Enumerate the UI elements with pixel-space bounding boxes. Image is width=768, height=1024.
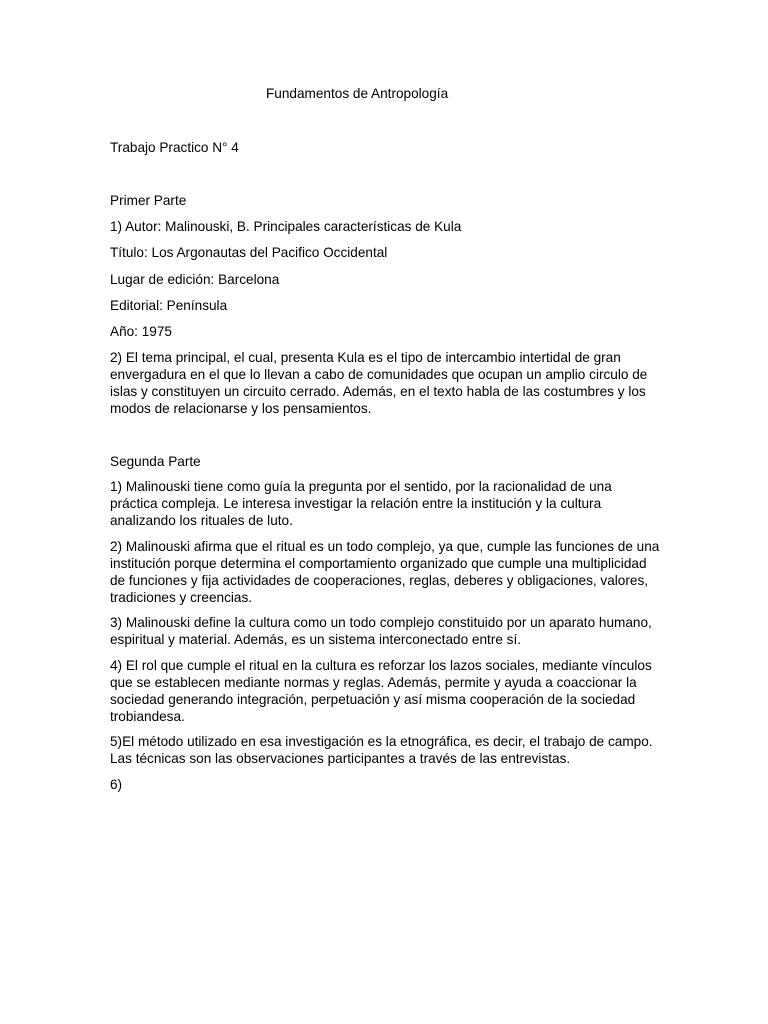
part1-title-line: Título: Los Argonautas del Pacifico Occidental xyxy=(110,245,388,260)
part1-year-line: Año: 1975 xyxy=(110,324,172,339)
part2-paragraph-3: 3) Malinouski define la cultura como un todo complejo constituido por un aparato humano, espiritual y material. Además, es un sistema interconectado entre sí. xyxy=(110,615,652,647)
part1-publisher-line: Editorial: Península xyxy=(110,298,228,313)
document-title: Fundamentos de Antropología xyxy=(266,86,449,101)
part2-paragraph-5: 5)El método utilizado en esa investigación es la etnográfica, es decir, el trabajo de campo. Las técnicas son las observaciones participantes a través de las entrevistas. xyxy=(110,734,653,766)
part2-paragraph-6: 6) xyxy=(110,777,123,792)
part1-paragraph-2: 2) El tema principal, el cual, presenta Kula es el tipo de intercambio intertidal de gran envergadura en el que lo llevan a cabo de comunidades que ocupan un amplio circulo de islas y constituyen un circuito cerrado. Además, en el texto habla de las costumbres y los modos de relacionarse y los pensamientos. xyxy=(110,350,648,416)
part1-place-line: Lugar de edición: Barcelona xyxy=(110,272,280,287)
assignment-subtitle: Trabajo Practico N° 4 xyxy=(110,140,239,155)
part2-paragraph-1: 1) Malinouski tiene como guía la pregunta por el sentido, por la racionalidad de una práctica compleja. Le interesa investigar la relación entre la institución y la cultura analizando los rituales de luto. xyxy=(110,479,612,528)
part2-paragraph-4: 4) El rol que cumple el ritual en la cultura es reforzar los lazos sociales, mediante vínculos que se establecen mediante normas y reglas. Además, permite y ayuda a coaccionar la sociedad generando integración, perpetuación y así misma cooperación de la sociedad trobiandesa. xyxy=(110,658,652,724)
part1-heading: Primer Parte xyxy=(110,193,187,208)
part2-heading: Segunda Parte xyxy=(110,454,201,469)
part1-author-line: 1) Autor: Malinouski, B. Principales características de Kula xyxy=(110,219,462,234)
part2-paragraph-2: 2) Malinouski afirma que el ritual es un todo complejo, ya que, cumple las funciones de una institución porque determina el comportamiento organizado que cumple una multiplicidad de funciones y fija actividades de cooperaciones, reglas, deberes y obligaciones, valores, tradiciones y creencias. xyxy=(110,539,660,605)
